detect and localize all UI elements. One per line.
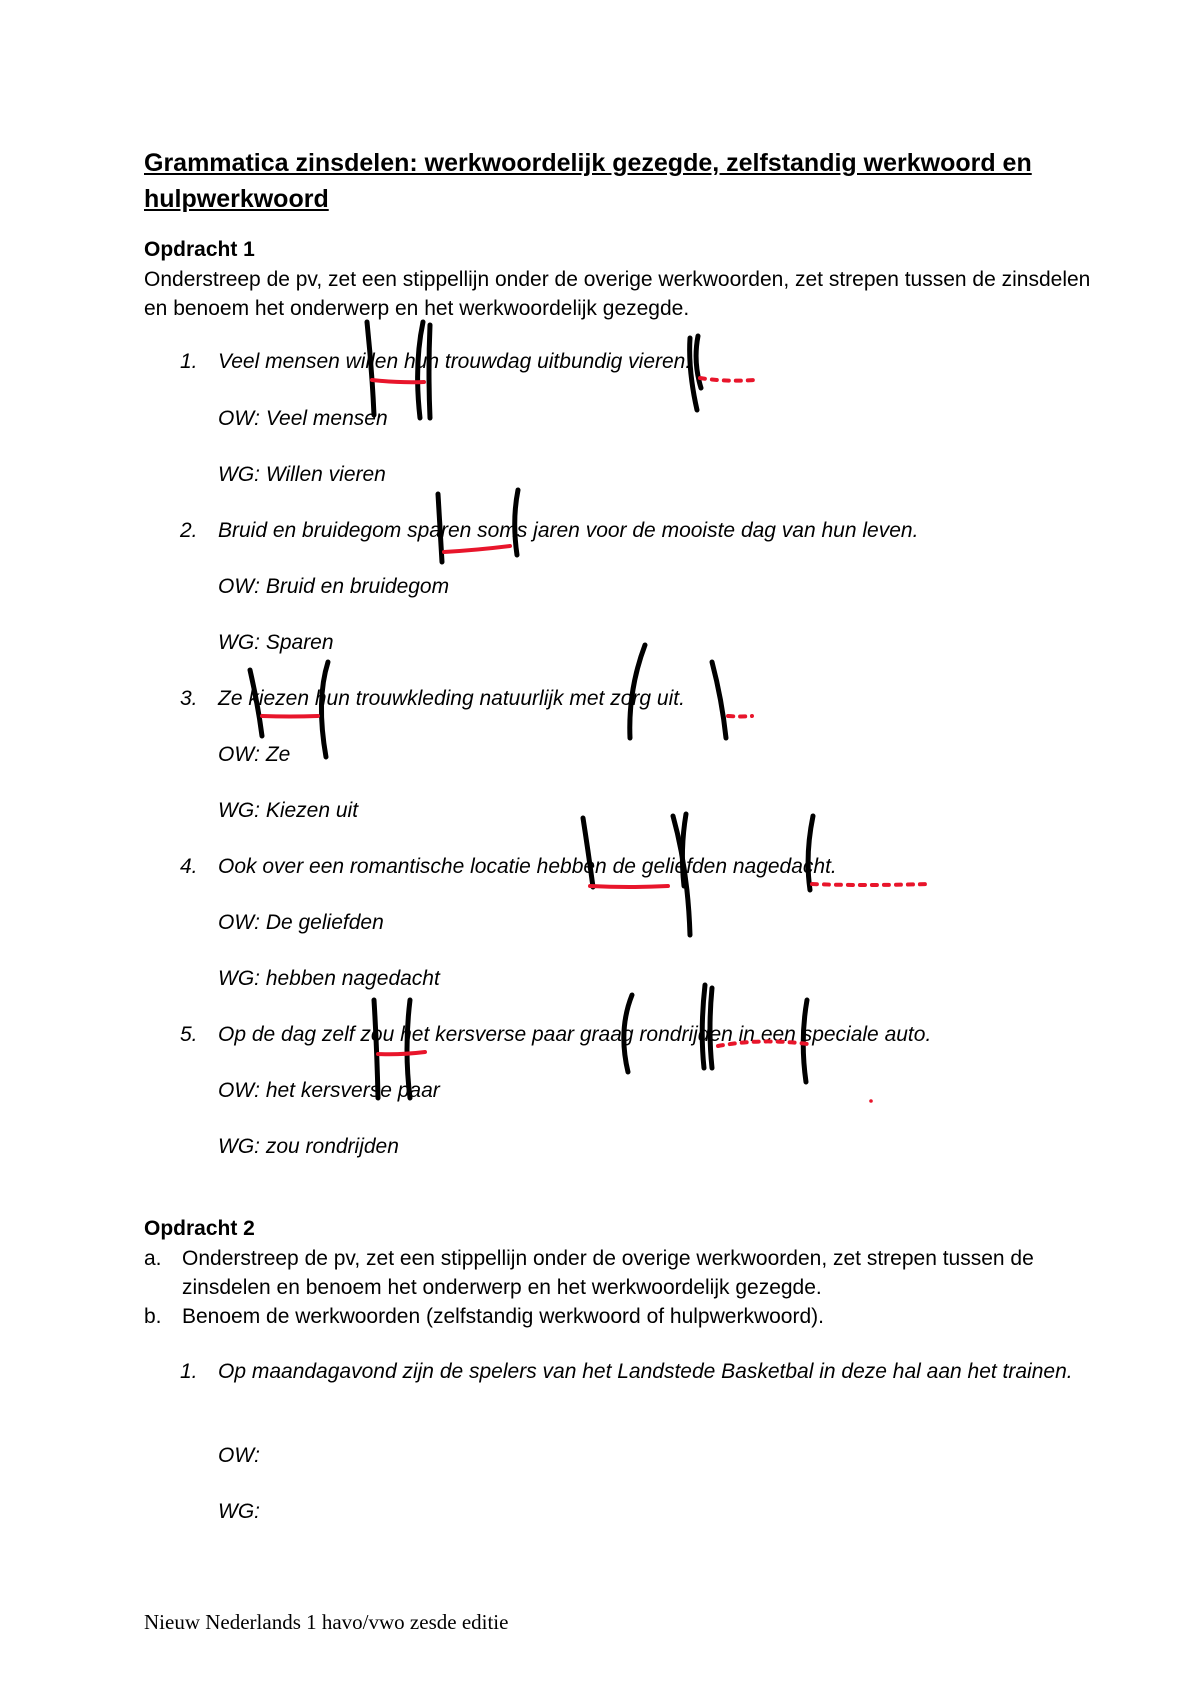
item-sentence: Veel mensen willen hun trouwdag uitbundig vieren. xyxy=(218,350,692,373)
answer-ow: OW: Bruid en bruidegom xyxy=(218,575,450,598)
opdracht-1-heading: Opdracht 1 xyxy=(144,238,255,261)
answer-ow: OW: Ze xyxy=(218,743,291,766)
opdracht-1-instruction: Onderstreep de pv, zet een stippellijn onder de overige werkwoorden, zet strepen tussen de zinsdelen en benoem het onderwerp en het werkwoordelijk gezegde. xyxy=(144,268,1091,320)
opdracht-2-heading: Opdracht 2 xyxy=(144,1217,255,1240)
answer-ow: OW: De geliefden xyxy=(218,911,384,934)
instruction-letter: b. xyxy=(144,1305,162,1328)
answer-wg: WG: Sparen xyxy=(218,631,334,654)
answer-wg: WG: hebben nagedacht xyxy=(218,967,440,990)
answer-wg: WG: Kiezen uit xyxy=(218,799,359,822)
item-number: 3. xyxy=(180,687,198,710)
answer-ow: OW: Veel mensen xyxy=(218,407,388,430)
page-footer: Nieuw Nederlands 1 havo/vwo zesde editie xyxy=(144,1610,509,1634)
answer-ow: OW: xyxy=(218,1444,260,1467)
answer-wg: WG: xyxy=(218,1500,260,1523)
item-sentence: Op maandagavond zijn de spelers van het Landstede Basketbal in deze hal aan het trainen. xyxy=(218,1360,1073,1383)
item-number: 1. xyxy=(180,1360,198,1383)
document-title: Grammatica zinsdelen: werkwoordelijk gezegde, zelfstandig werkwoord en hulpwerkwoord xyxy=(144,149,1032,213)
item-sentence: Ook over een romantische locatie hebben de geliefden nagedacht. xyxy=(218,855,837,878)
instruction-letter: a. xyxy=(144,1247,162,1270)
item-sentence: Ze kiezen hun trouwkleding natuurlijk met zorg uit. xyxy=(218,687,685,710)
item-number: 1. xyxy=(180,350,198,373)
answer-wg: WG: Willen vieren xyxy=(218,463,386,486)
instruction-text: Onderstreep de pv, zet een stippellijn onder de overige werkwoorden, zet strepen tussen de zinsdelen en benoem het onderwerp en het werkwoordelijk gezegde. xyxy=(182,1247,1034,1299)
item-number: 4. xyxy=(180,855,198,878)
instruction-text: Benoem de werkwoorden (zelfstandig werkwoord of hulpwerkwoord). xyxy=(182,1305,824,1328)
item-number: 5. xyxy=(180,1023,198,1046)
answer-ow: OW: het kersverse paar xyxy=(218,1079,440,1102)
item-number: 2. xyxy=(180,519,198,542)
item-sentence: Bruid en bruidegom sparen soms jaren voor de mooiste dag van hun leven. xyxy=(218,519,919,542)
answer-wg: WG: zou rondrijden xyxy=(218,1135,399,1158)
item-sentence: Op de dag zelf zou het kersverse paar graag rondrijden in een speciale auto. xyxy=(218,1023,932,1046)
